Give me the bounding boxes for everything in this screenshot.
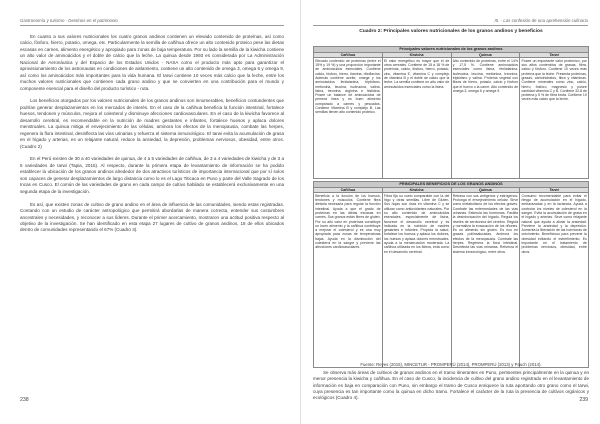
page-number-right: 239 (579, 397, 588, 403)
benefits-header-tarwi: Tarwi (520, 187, 589, 193)
benefits-cell-kiwicha: Fibra fija su vuelo comparable con la del higo y otras semillas. Libre de Gluten. Sus hojas son ricas en vitamina C y se utilizan como antioxidantes naturales. Por su alto contenido de aminoácidos esenciales, especialmente de lisina, favorece el desarrollo cerebral y es indicada en la nutrición de madres gestantes e infantes. Propicia la salud, fortalece los huesos y aplaca los dolores, los huesos y aplaca dolores menstruales, ayuda a la menstruación moderada. La cañihua utilizada en los fideos, está como en el desarrollo cerebral. (382, 193, 451, 368)
benefits-table-band: PRINCIPALES BENEFICIOS DE LOS GRANOS ANDINOS (314, 182, 589, 188)
benefits-cell-quinua: Retrasa con sus antígenos y estrógenos. Prolonga el envejecimiento celular. Sirve como metabolismo de los efectos graves. Combate las enfermedades de las vías urinarias. Estimula las hormonas. Facilita la desintoxicación del hígado. Regula los niveles de serotonina del cerebro. Regula y normaliza la evacuación de los riñones. Es un alimento sin gluten. Es rico en grasas poliinsaturadas. Aminora los efectos de la menopausia. Combate las herpes. Regenera la flora intestinal. Desinfecta las vías urinarias. Refuerza el sistema inmunológico, entre otros. (451, 193, 520, 368)
nutrition-header-canihua: Cañihua (314, 52, 383, 58)
paragraph-cultivation-zones: Es así, que existen zonas de cultivo de grano andino en el área de influencia de las comunidades, siendo estas registradas. Contando con un estudio de carácter antropológico que permitirá abordarlas de manera correcta, entender sus costumbres ancestrales y necesidades, y reconocer a sus líderes. Durante el primer acercamiento, mostraron una actitud positiva respecto al objetivo de la investigación. Se han identificado en esta etapa 27 lugares de cultivo de granos andinos, 18 de ellos ubicados dentro de comunidades representando el 67% (Cuadro 3). (20, 201, 284, 233)
right-page (300, 0, 600, 424)
running-head-left: Gastronomía y turismo - Destinos en el patrimonio (20, 18, 118, 23)
nutrition-table-band: Principales valores nutricionales de los granos andinos (314, 47, 589, 53)
nutrition-cell-quinua: Alto contenido de proteínas, entre el 14% y 17,5 %. Contiene aminoácidos esenciales como lisina, fenilalanina, isoleucina, leucina, metionina, treonina, triptófano y valina. Proteína vegetal con fibras de hierro, potasio, calcio y fósforo que el huevo o la carne. Alto contenido de omega 3, omega 6 y omega 9. (451, 58, 520, 179)
nutrition-cell-kiwicha: El valor energético es mayor que el de otros cereales. Contiene de 15 a 18 % de proteínas, calcio, fósforo, hierro, potasio, zinc, vitamina E, vitamina C y complejo de vitamina B y el doble de calcio que la leche. La semilla contiene un alto valor de aminoácidos esenciales como la lisina. (382, 58, 451, 179)
nutrition-table (313, 46, 589, 179)
benefits-table (313, 181, 589, 368)
nutrition-cell-tarwi: Posee un importante valor proteínico, por sus altos contenidos de grasas, fibra, calcio y fósforo. Contiene 10 veces más proteína que la leche. Presenta proteínas, grasas, carbohidratos, fibra y vitaminas. Contiene minerales como zinc, calcio, hierro, fósforo, magnesio y posee cantidad vitamina C y B. Contiene 32.8 de proteína y 5 % de fibra bruta. Contiene 10 veces más calcio que la leche. (520, 58, 589, 179)
table-title: Cuadro 2: Principales valores nutricionales de los granos andinos y beneficios (359, 29, 543, 34)
benefits-cell-canihua: Beneficia a la función de los huesos, tendones y músculos. Contiene fibra dietaria necesaria para regular la función intestinal. Ayuda a que el grado de proteínas en las dietas escasas en carnes. Sus granos están libres de gluten. Por su alto valor en proteínas constituye un buen alimento y la cañihua contribuye a mejorar el colesterol y es una muy apropiada para zonas de temperaturas bajas. Ayuda en la disminución del colesterol en la sangre y previene las afecciones cardiovasculares. (314, 193, 383, 368)
left-body-text (20, 34, 284, 240)
nutrition-header-tarwi: Tarwi (520, 52, 589, 58)
paragraph-varieties: En el Perú existen de 30 a 40 variedades de quinua, de 4 a 5 variedades de cañihua, de 3 a 4 variedades de kiwicha y de 3 a 5 variedades de tarwi (Tapia, 2015). Al respecto, durante la primera etapa de levantamiento de información se ha podido establecer la ubicación de los granos andinos alrededor de dos atractivos turísticos de importancia internacional que por sí solos son capaces de generar desplazamientos de largo distancia como lo es el Lago Titicaca en Puno y parte del Valle Sagrado de los Incas en Cusco. El común de las variedades de grano en cada campo de cultivo habilado se establecerá exclusivamente en una segunda etapa de la investigación. (20, 156, 284, 194)
benefits-cell-tarwi: Consumo recomendable para evitar el riesgo de acumulación en el hígado, embarazadas y en la lactancia. Ayuda a controlar los niveles de colesterol en la sangre. Evita la acumulación de grasa en el hígado y arterias. Sirve como relajante natural que ayuda a aliviar la ansiedad. Previene la ansiedad y la depresión. Aumenta la liberación de las hormonas de crecimiento. Beneficioso para prevenir la obesidad evitando el estreñimiento. Es importante en el tratamiento de problemas nerviosos, obesidad, entre otros. (520, 193, 589, 368)
running-head-right: III. - Las confesión de una aprehensión culinaria (494, 18, 588, 23)
paragraph-cultivation-puno-cusco: Se observa más áreas de cultivos de granos andinos en el tramo itinerantes en Puno, pertinentes principalmente en la quinua y en menor presencia la kiwicha y cañihua. En el caso de Cusco, la incidencia de cultivo del grano andino registrado en el levantamiento de información es baja en comparación con Puno, sin embargo el tramo de Cusco enriquece la ruta aportando otro grano como el tarwi, cuya presencia es tan importante como la quinua en dicho tramo. Fortalece el carácter de la ruta la presencia de cultivos orgánicos y ecológicos (Cuadro 4). (313, 370, 589, 401)
nutrition-header-quinua: Quinua (451, 52, 520, 58)
page-number-left: 238 (20, 397, 29, 403)
header-rule-right (313, 25, 588, 26)
nutrition-cell-canihua: Elevado contenido de proteínas (entre el 15% y 19 %) y una proporción importante de aminoácidos esenciales. Contiene calcio, fósforo, hierro, tiamina, riboflavina. Además contiene aceite, omega y los aminoácidos fenilalanina, triptófano, metionina, leucina, isoleucina, valina, lisina, treonina, arginina e histidina. Posee un balance de aminoácidos de primera línea y es buen alimento comparado a carnes y pescados. Contiene Vitamina B y complejo B. Las semillas tienen alto contenido proteico. (314, 58, 383, 179)
benefits-header-kiwicha: Kiwicha (382, 187, 451, 193)
paragraph-nutritional-values: En cuanto a sus valores nutricionales los cuatro granos andinos contienen un elevado contenido de proteínas, así como calcio, fósforo, hierro, potasio, omega, etc. Particularmente la semilla de cañihua ofrece un alto contenido proteico pese las dietas escasas en carnes, alimento energético y apropiado para zonas de baja temperatura. Por su lado la semilla de la kiwicha contiene un alto valor de aminoácidos y el doble de calcio que la leche. La quinua desde 1993 es considerada por La Administración Nacional de Aeronáutica y del Espacio de los Estados Unidos - NASA como el producto más apto para garantizar el aprovisionamiento de los astronautas en condiciones de aislamiento, contiene un alto contenido de omega 3, omega 6 y omega 9, así como los aminoácidos más importantes para la vida humana. El tarwi contiene 10 veces más calcio que la leche, entre los muchos valores nutricionales que contienen cada grano andino y que se convierten en una contribución para el mundo y componente esencial para el diseño del producto turístico - ruta. (20, 34, 284, 91)
paragraph-benefits: Los beneficios otorgados por los valores nutricionales de los granos andinos son innumerables, beneficios contundentes que podrían generar desplazamientos en los mercados de interés. En el caso de la cañihua beneficia la función intestinal, fortalece huesos, tendones y músculos, mejora el colesterol y disminuye afecciones cardiovasculares. En el caso de la kiwicha favorece al desarrollo cerebral, es recomendable en la nutrición de madres gestantes e infantes, fortalece huesos y aplaca dolores menstruales. La quinua mitiga el envejecimiento de las células, aminora los efectos de la menopausia, combate las herpes, regenera la flora intestinal, desinflecta las vías urinarias y refuerza el sistema inmunológico. El tarwi evita la acumulación de grasa en el hígado y arterias, es un relajante natural, reduce la ansiedad, la depresión, problemas nerviosos, obesidad, entre otros. (Cuadro 2) (20, 98, 284, 149)
table-source-note: Fuente: Reyes (2015), MINCETUR - PROMPERÚ (2014), PROMPERÚ (2013) y Pauch (2014). (360, 362, 542, 367)
nutrition-header-kiwicha: Kiwicha (382, 52, 451, 58)
benefits-header-quinua: Quinua (451, 187, 520, 193)
benefits-header-canihua: Cañihua (314, 187, 383, 193)
header-rule-left (20, 25, 284, 26)
